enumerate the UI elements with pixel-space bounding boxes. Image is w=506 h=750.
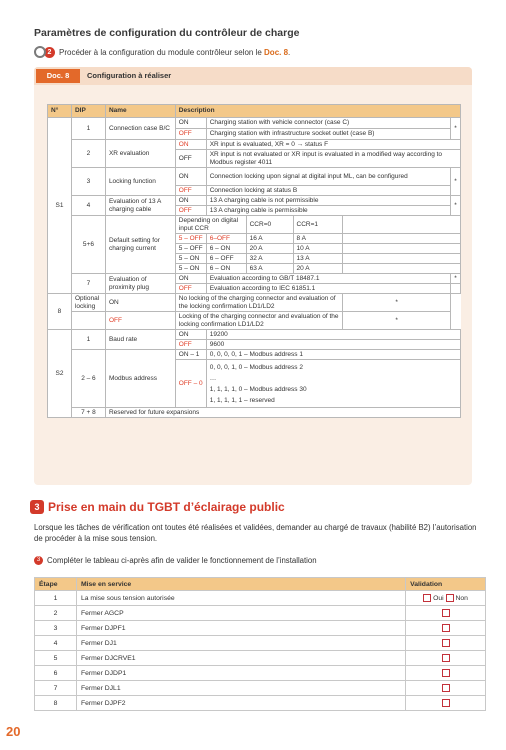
table-row [35, 591, 486, 606]
validation-checkbox[interactable] [442, 699, 450, 707]
validation-checkbox[interactable] [442, 669, 450, 677]
step-number: 7 [35, 681, 77, 696]
name-cell: Locking function [105, 168, 175, 196]
dip6-state: 6 – OFF [206, 254, 246, 264]
dip5-state: 5 – ON [175, 264, 206, 274]
section-title-text: Prise en main du TGBT d’éclairage public [48, 500, 285, 514]
dip-cell: 2 – 6 [71, 350, 105, 408]
on-cell: ON [175, 274, 206, 284]
oui-checkbox[interactable] [423, 594, 431, 602]
step-number-badge: 2 [44, 47, 55, 58]
dip5-state: 5 – ON [175, 254, 206, 264]
non-label: Non [455, 594, 468, 602]
dip-cell: 4 [71, 196, 105, 216]
on-cell: ON [175, 140, 206, 150]
ccr0-value: 63 A [246, 264, 293, 274]
star-marker: * [450, 274, 460, 284]
name-cell: Connection case B/C [105, 118, 175, 140]
desc-cell: 13 A charging cable is not permissible [206, 196, 450, 206]
ccr1-value: 20 A [293, 264, 343, 274]
dip6-state: 6 – ON [206, 264, 246, 274]
off-cell: OFF [175, 186, 206, 196]
desc-cell: No locking of the charging connector and evaluation of the locking confirmation LD1/LD2 [175, 294, 343, 312]
ccr1-value: 13 A [293, 254, 343, 264]
table-row [35, 681, 486, 696]
validation-checkbox[interactable] [442, 609, 450, 617]
header-mise-en-service: Mise en service [76, 578, 405, 591]
step-action: Fermer DJPF2 [76, 696, 405, 711]
ccr1-value: 8 A [293, 234, 343, 244]
step-action: Fermer DJCRVE1 [76, 651, 405, 666]
modbus-address-list [206, 360, 460, 408]
table-row [35, 621, 486, 636]
dip-cell: 1 [71, 118, 105, 140]
magnifier-icon [34, 46, 46, 58]
off-cell: OFF [175, 129, 206, 140]
desc-cell: Connection locking at status B [206, 186, 450, 196]
header-validation: Validation [406, 578, 486, 591]
step-action: Fermer DJL1 [76, 681, 405, 696]
ccr0-value: 16 A [246, 234, 293, 244]
step-action: Fermer AGCP [76, 606, 405, 621]
step-3-text: Compléter le tableau ci-après afin de valider le fonctionnement de l’installation [47, 556, 317, 565]
table-row [35, 651, 486, 666]
desc-cell: Charging station with infrastructure socket outlet (case B) [206, 129, 450, 140]
instruction-paragraph: Lorsque les tâches de vérification ont toutes été réalisées et validées, demander au chargé de travaux (habilité B2) l’autorisation de procéder à la mise sous tension. [34, 523, 477, 543]
table-row [35, 636, 486, 651]
dip6-state: 6–OFF [206, 234, 246, 244]
page-title: Paramètres de configuration du contrôleur de charge [34, 27, 300, 39]
ccr0-value: 32 A [246, 254, 293, 264]
off-cell: OFF [175, 340, 206, 350]
star-marker: * [343, 294, 451, 312]
configuration-table [47, 104, 461, 418]
desc-cell: XR input is evaluated, XR = 0 → status F [206, 140, 460, 150]
dip-cell: 5+6 [71, 216, 105, 274]
off-cell: OFF [175, 206, 206, 216]
off-cell: OFF [105, 312, 175, 330]
ccr0-header: CCR=0 [246, 216, 293, 234]
ccr0-value: 20 A [246, 244, 293, 254]
on-cell: ON – 1 [175, 350, 206, 360]
name-cell: Modbus address [105, 350, 175, 408]
header-etape: Étape [35, 578, 77, 591]
validation-checkbox[interactable] [442, 654, 450, 662]
section-number-badge: 3 [30, 500, 44, 514]
step-action: Fermer DJDP1 [76, 666, 405, 681]
dip5-state: 5 – OFF [175, 234, 206, 244]
oui-label: Oui [433, 594, 444, 602]
name-cell: Optional locking [71, 294, 105, 312]
ccr1-value: 10 A [293, 244, 343, 254]
step-number: 2 [35, 606, 77, 621]
header-description: Description [175, 105, 460, 118]
doc-reference: Doc. 8 [264, 47, 289, 57]
dip-cell: 7 [71, 274, 105, 294]
step-action: Fermer DJ1 [76, 636, 405, 651]
ccr1-header: CCR=1 [293, 216, 343, 234]
page-number: 20 [6, 724, 21, 739]
desc-cell: 13 A charging cable is permissible [206, 206, 450, 216]
on-cell: ON [175, 330, 206, 340]
on-cell: ON [175, 196, 206, 206]
desc-cell: Locking of the charging connector and evaluation of the locking confirmation LD1/LD2 [175, 312, 343, 330]
address-line: … [209, 374, 217, 382]
dip-cell: 2 [71, 140, 105, 168]
table-row [35, 606, 486, 621]
name-cell: Default setting for charging current [105, 216, 175, 274]
address-line: 1, 1, 1, 1, 1 – reserved [209, 396, 275, 404]
header-dip: DIP [71, 105, 105, 118]
star-marker: * [343, 312, 451, 330]
doc-tag: Doc. 8 [36, 69, 80, 83]
desc-cell: 19200 [206, 330, 460, 340]
step-number: 4 [35, 636, 77, 651]
validation-checkbox[interactable] [442, 639, 450, 647]
dip-cell: 1 [71, 330, 105, 350]
dip5-state: 5 – OFF [175, 244, 206, 254]
validation-cell [406, 591, 486, 606]
desc-cell: XR input is not evaluated or XR input is evaluated in a modified way according to Modbus register 4011 [206, 150, 460, 168]
off-cell: OFF – 0 [175, 360, 206, 408]
address-line: 0, 0, 0, 1, 0 – Modbus address 2 [209, 363, 303, 371]
name-cell: XR evaluation [105, 140, 175, 168]
on-cell: ON [175, 168, 206, 186]
on-cell: ON [105, 294, 175, 312]
name-cell: Reserved for future expansions [105, 408, 460, 418]
desc-cell: 0, 0, 0, 0, 1 – Modbus address 1 [206, 350, 460, 360]
dip6-state: 6 – ON [206, 244, 246, 254]
table-row [35, 696, 486, 711]
on-cell: ON [175, 118, 206, 129]
doc-title: Configuration à réaliser [87, 71, 172, 80]
commissioning-table [34, 577, 486, 711]
step-number-badge: 3 [34, 556, 43, 565]
name-cell: Baud rate [105, 330, 175, 350]
header-no: N° [48, 105, 72, 118]
star-marker: * [450, 196, 460, 216]
header-name: Name [105, 105, 175, 118]
switch-s2: S2 [48, 330, 72, 418]
desc-cell: 9600 [206, 340, 460, 350]
desc-cell: Evaluation according to IEC 61851.1 [206, 284, 450, 294]
star-marker: * [450, 118, 460, 140]
table-row [35, 666, 486, 681]
step-2-end: . [288, 47, 291, 57]
desc-cell: Depending on digital input CCR [175, 216, 246, 234]
desc-cell: Connection locking upon signal at digital input ML, can be configured [206, 168, 450, 186]
step-number: 5 [35, 651, 77, 666]
step-action: La mise sous tension autorisée [76, 591, 405, 606]
step-number: 1 [35, 591, 77, 606]
address-line: 1, 1, 1, 1, 0 – Modbus address 30 [209, 385, 307, 393]
off-cell: OFF [175, 150, 206, 168]
step-2-text: Procéder à la configuration du module contrôleur selon le [59, 47, 262, 57]
validation-checkbox[interactable] [442, 624, 450, 632]
step-2-instruction [34, 46, 290, 58]
step-number: 8 [35, 696, 77, 711]
section-3-title [30, 500, 285, 514]
dip-cell: 3 [71, 168, 105, 196]
step-3-instruction [34, 556, 317, 565]
non-checkbox[interactable] [446, 594, 454, 602]
star-marker: * [450, 168, 460, 196]
switch-s1: S1 [48, 118, 72, 294]
name-cell: Evaluation of 13 A charging cable [105, 196, 175, 216]
validation-checkbox[interactable] [442, 684, 450, 692]
dip-cell: 8 [48, 294, 72, 330]
dip-cell: 7 + 8 [71, 408, 105, 418]
name-cell: Evaluation of proximity plug [105, 274, 175, 294]
step-number: 6 [35, 666, 77, 681]
off-cell: OFF [175, 284, 206, 294]
step-number: 3 [35, 621, 77, 636]
desc-cell: Charging station with vehicle connector (case C) [206, 118, 450, 129]
step-action: Fermer DJPF1 [76, 621, 405, 636]
desc-cell: Evaluation according to GB/T 18487.1 [206, 274, 450, 284]
